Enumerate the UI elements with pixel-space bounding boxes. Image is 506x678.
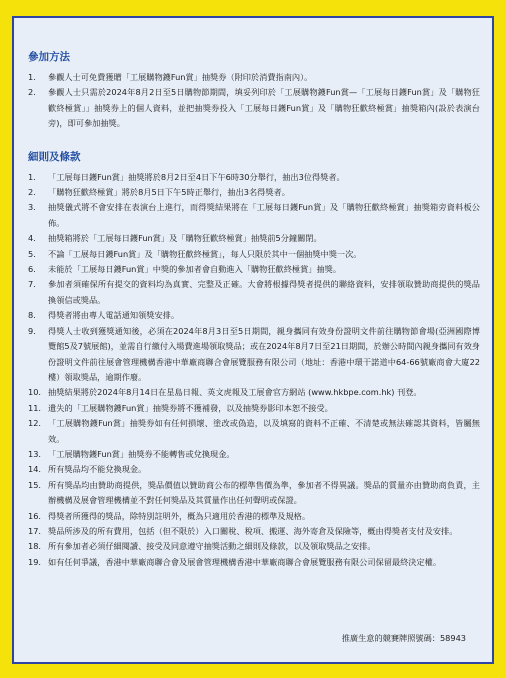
list-item [28,555,480,570]
item-text: 得獎者將由專人電話通知領獎安排。 [48,310,180,321]
item-number: 4. [28,233,36,244]
item-number: 6. [28,264,36,275]
item-number: 16. [28,510,42,521]
item-text: 所有獎品均由贊助商提供，獎品價值以贊助商公布的標準售價為準，參加者不得異議。獎品的質量亦由贊助商負責，主辦機構及展會管理機構並不對任何獎品及其質量作出任何聲明或保證。 [48,479,480,506]
item-number: 1. [28,72,36,82]
item-number: 3. [28,202,36,213]
item-text: 如有任何爭議，香港中華廠商聯合會及展會管理機構香港中華廠商聯合會展覽服務有限公司保留最終決定權。 [48,556,442,567]
item-text: 參觀人士只需於2024年8月2日至5日購物節期間，填妥列印於「工展購物鑊Fun賞—「工展每日鑊Fun賞」及「購物狂歡終極賞」」抽獎券上的個人資料，並把抽獎券投入「工展每日鑊Fun賞」及「購物狂歡終極賞」抽獎箱內(設於表演台旁)，即可參加抽獎。 [48,87,480,129]
item-text: 抽獎箱將於「工展每日鑊Fun賞」及「購物狂歡終極賞」抽獎前5分鐘關閉。 [48,233,322,244]
item-text: 參觀人士可免費獲贈「工展購物鑊Fun賞」抽獎券（附印於消費指南內）。 [48,72,313,82]
how-to-join-list [28,70,480,132]
item-text: 「工展每日鑊Fun賞」抽獎將於8月2日至4日下午6時30分舉行，抽出3位得獎者。 [48,171,345,182]
terms-content [28,50,480,570]
item-number: 15. [28,479,42,490]
item-number: 17. [28,525,42,536]
item-number: 11. [28,402,42,413]
list-item [28,385,480,400]
item-text: 獎品所涉及的所有費用，包括（但不限於）入口關稅、稅項、搬運、海外寄倉及保險等，概由得獎者支付及安排。 [48,525,458,536]
item-text: 所有參加者必須仔細閱讀、接受及同意遵守抽獎活動之細則及條款，以及領取獎品之安排。 [48,541,376,552]
item-number: 18. [28,541,42,552]
list-item [28,401,480,416]
item-number: 12. [28,418,42,429]
list-item [28,170,480,185]
item-number: 8. [28,310,36,321]
list-item [28,539,480,554]
list-item [28,247,480,262]
item-text: 抽獎儀式將不會安排在表演台上進行，而得獎結果將在「工展每日鑊Fun賞」及「購物狂歡終極賞」抽獎箱旁資料板公佈。 [48,202,480,228]
list-item [28,447,480,462]
item-text: 「工展購物鑊Fun賞」抽獎券不能轉售或兌換現金。 [48,448,235,459]
list-item [28,231,480,246]
terms-list [28,170,480,571]
section-heading-how-to-join: 參加方法 [28,51,70,63]
item-number: 7. [28,279,36,290]
list-item [28,462,480,477]
list-item [28,509,480,524]
item-text: 不論「工展每日鑊Fun賞」及「購物狂歡終極賞」，每人只限於其中一個抽獎中獎一次。 [48,248,362,259]
item-number: 13. [28,448,42,459]
list-item [28,524,480,539]
item-number: 14. [28,464,42,475]
list-item [28,324,480,386]
item-text: 未能於「工展每日鑊Fun賞」中獎的參加者會自動進入「購物狂歡終極賞」抽獎。 [48,264,342,275]
list-item [28,277,480,308]
item-text: 所有獎品均不能兌換現金。 [48,464,147,475]
item-number: 1. [28,171,36,182]
item-text: 得獎者所獲得的獎品，除特別註明外，概為只適用於香港的標準及規格。 [48,510,311,521]
section-heading-terms: 細則及條款 [28,150,81,163]
list-item [28,262,480,277]
item-text: 參加者須確保所有提交的資料均為真實、完整及正確。大會將根據得獎者提供的聯絡資料，安排領取贊助商提供的獎品換領信或獎品。 [48,279,480,305]
item-number: 2. [28,87,36,98]
list-item [28,185,480,200]
item-number: 9. [28,325,36,336]
list-item [28,478,480,509]
item-number: 5. [28,248,36,259]
item-text: 遺失的「工展購物鑊Fun賞」抽獎券將不獲補發，以及抽獎券影印本恕不接受。 [48,402,333,413]
list-item [28,200,480,231]
list-item [28,85,480,131]
list-item [28,70,480,85]
item-text: 得獎人士收到獲獎通知後，必須在2024年8月3日至5日期間，親身攜同有效身份證明文件前往購物節會場(亞洲國際博覽館5及7號展館)，並需自行繳付入場費進場領取獎品；或在2024年8月7日至21日期間，於辦公時間內親身攜同有效身份證明文件前往展會管理機構香港中華廠商聯合會展覽服務有限公司（地址：香港中環干諾道中64-66號廠商會大廈22樓）領取獎品，逾期作廢。 [48,325,480,382]
list-item [28,308,480,323]
item-number: 10. [28,387,42,398]
terms-panel [12,16,494,664]
item-text: 「工展購物鑊Fun賞」抽獎券如有任何損壞、塗改或偽造，以及填寫的資料不正確、不清楚或無法確認其資料，皆屬無效。 [48,418,480,444]
item-number: 2. [28,187,36,198]
list-item [28,416,480,447]
item-text: 抽獎結果將於2024年8月14日在星島日報、英文虎報及工展會官方網站 (www.hkbpe.com.hk) 刊登。 [48,387,422,398]
item-text: 「購物狂歡終極賞」將於8月5日下午5時正舉行，抽出3名得獎者。 [48,187,290,198]
item-number: 19. [28,556,42,567]
license-number: 推廣生意的競賽牌照號碼：58943 [341,633,466,643]
